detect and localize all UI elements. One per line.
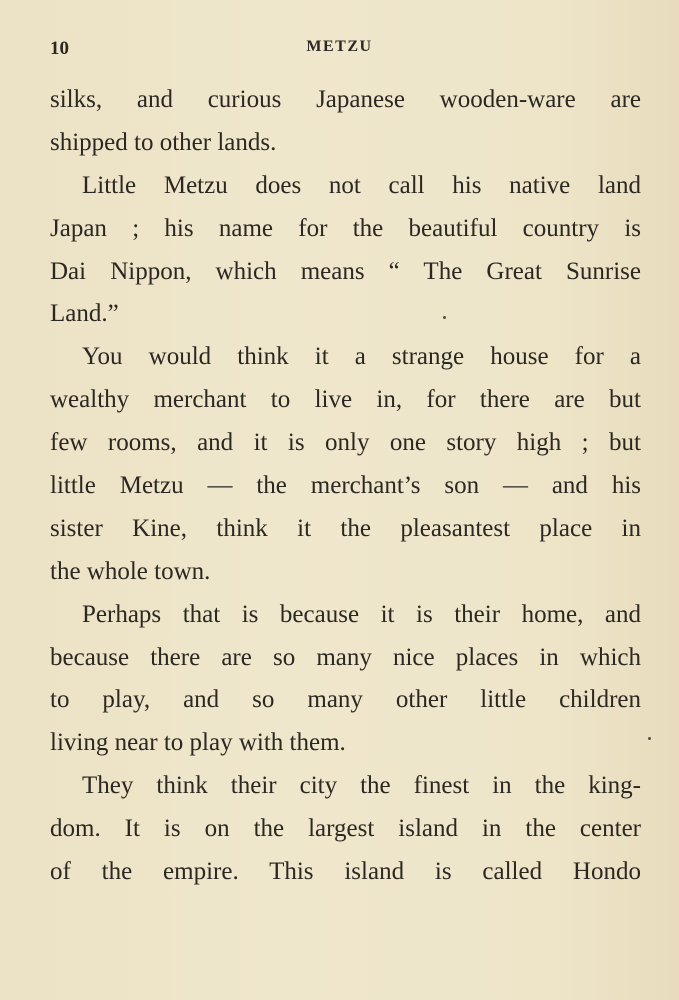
text-line: to play, and so many other little children bbox=[50, 686, 641, 714]
paper-speck bbox=[443, 316, 446, 319]
text-line: shipped to other lands. bbox=[50, 128, 277, 156]
text-line: Japan ; his name for the beautiful country is bbox=[50, 214, 641, 242]
text-line: Little Metzu does not call his native land bbox=[82, 171, 641, 199]
running-head: METZU bbox=[306, 38, 373, 55]
text-line: Dai Nippon, which means “ The Great Sunrise bbox=[50, 257, 641, 285]
paper-speck bbox=[648, 737, 651, 740]
text-line: wealthy merchant to live in, for there are but bbox=[50, 386, 641, 414]
page-number: 10 bbox=[50, 38, 69, 59]
text-line: You would think it a strange house for a bbox=[82, 343, 641, 371]
text-line: little Metzu — the merchant’s son — and his bbox=[50, 472, 641, 500]
text-line: sister Kine, think it the pleasantest place in bbox=[50, 514, 641, 542]
text-line: silks, and curious Japanese wooden-ware are bbox=[50, 86, 641, 113]
text-line: They think their city the finest in the king- bbox=[82, 772, 641, 800]
text-line: living near to play with them. bbox=[50, 729, 346, 757]
text-line: the whole town. bbox=[50, 557, 211, 585]
text-line: few rooms, and it is only one story high ; but bbox=[50, 429, 641, 457]
text-line: of the empire. This island is called Hondo bbox=[50, 858, 641, 886]
text-line: Land.” bbox=[50, 300, 119, 328]
text-line: Perhaps that is because it is their home, and bbox=[82, 600, 641, 628]
page-header bbox=[0, 38, 679, 62]
body-text bbox=[50, 79, 641, 894]
text-line: dom. It is on the largest island in the center bbox=[50, 815, 641, 843]
text-line: because there are so many nice places in which bbox=[50, 643, 641, 671]
